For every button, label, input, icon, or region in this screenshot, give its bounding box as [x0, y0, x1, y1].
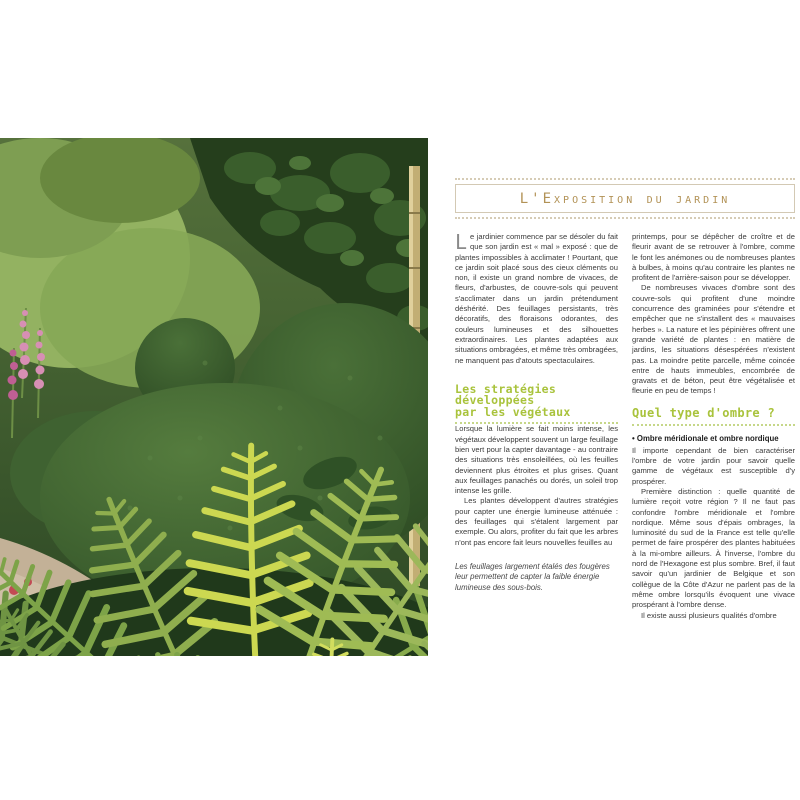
shade-paragraph-1: Il importe cependant de bien caractériser l'ombre de votre jardin pour savoir quelle gamme de végétaux est susceptible d'y prospérer.: [632, 445, 795, 486]
continuation-paragraph: printemps, pour se dépêcher de croître et de fleurir avant de se retrouver à l'ombre, comme le font les anémones ou de nombreuses plantes à bulbes, à moins qu'au contraire les plantes ne profitent de l'arrière-saison pour se développer.: [632, 232, 795, 283]
title-rule-bottom: [455, 217, 795, 219]
heading-line: Les stratégies: [455, 381, 557, 396]
title-rule-top: [455, 178, 795, 180]
section-heading-shade-type: Quel type d'ombre ?: [632, 407, 795, 426]
column-right: [632, 232, 795, 621]
strategies-paragraph-1: Lorsque la lumière se fait moins intense, les végétaux développent souvent un large feuillage bien vert pour la capter davantage - au contraire des situations très ensoleillées, où les feuilles deviennent plus étroites et plus grises. Quant aux feuillages panachés ou dorés, un soleil trop intense les grille.: [455, 424, 618, 496]
heading-line: par les végétaux: [455, 404, 571, 419]
column-left: [455, 232, 618, 621]
shade-bullet-heading: • Ombre méridionale et ombre nordique: [632, 433, 779, 443]
groundcover-paragraph: De nombreuses vivaces d'ombre sont des couvre-sols qui profitent d'une moindre concurrence des graminées pour s'étendre et empêcher que ne s'installent des « mauvaises herbes ». La nature et les pépinières offrent une grande variété de plantes : en matière de jardins, les situations désespérées n'existent pas. La moindre petite parcelle, même coincée entre de hauts immeubles, encombrée de gravats et de béton, peut être végétalisée et fleurie en peu de temps !: [632, 283, 795, 396]
photo-caption: Les feuillages largement étalés des fougères leur permettent de capter la faible énergie lumineuse des sous-bois.: [455, 561, 610, 592]
shade-paragraph-2: Première distinction : quelle quantité de lumière reçoit votre région ? Il ne faut pas confondre l'ombre méridionale et l'ombre nordique. Même sous d'épais ombrages, la luminosité du sud de la France est telle qu'elle permet de faire prospérer des plantes habituées à la mi-ombre ailleurs. À l'inverse, l'ombre du nord de l'Hexagone est plus sombre. Bref, il faut savoir qu'un jardinier de Belgique et son collègue de la Côte d'Azur ne parlent pas de la même ombre lorsqu'ils évoquent une vivace prospérant à l'ombre dense.: [632, 486, 795, 610]
text-columns: [455, 232, 795, 621]
strategies-paragraph-2: Les plantes développent d'autres stratégies pour capter une énergie lumineuse atténuée : des feuillages qui s'étalent largement par exemple. Ou alors, profiter du fait que les arbres n'ont pas encore fait leurs nouvelles feuilles au: [455, 496, 618, 547]
dropcap: L: [455, 230, 468, 254]
intro-text: e jardinier commence par se désoler du fait que son jardin est « mal » exposé : que de plantes impossibles à acclimater ! Pourtant, que ce jardin soit placé sous des cieux cléments ou non, il existe un grand nombre de vivaces, de fleurs, d'arbustes, de couvre-sols qui peuvent s'acclimater dans un jardin prétendument déshérité. Des feuillages persistants, très décoratifs, des floraisons odorantes, des couleurs lumineuses et des silhouettes extraordinaires. Les plantes adaptées aux situations ombragées, et même très ombragées, ne manquent pas d'atouts spectaculaires.: [455, 232, 618, 365]
chapter-title-box: [455, 184, 795, 213]
intro-paragraph: [455, 232, 618, 366]
section-heading-strategies: [455, 381, 618, 425]
chapter-title: L'Exposition du jardin: [519, 191, 731, 207]
shade-paragraph-3: Il existe aussi plusieurs qualités d'ombre: [641, 610, 777, 620]
garden-photo-art: [0, 138, 428, 656]
heading-line: développées: [455, 393, 535, 408]
garden-photo: [0, 138, 428, 656]
article-panel: [455, 178, 795, 621]
